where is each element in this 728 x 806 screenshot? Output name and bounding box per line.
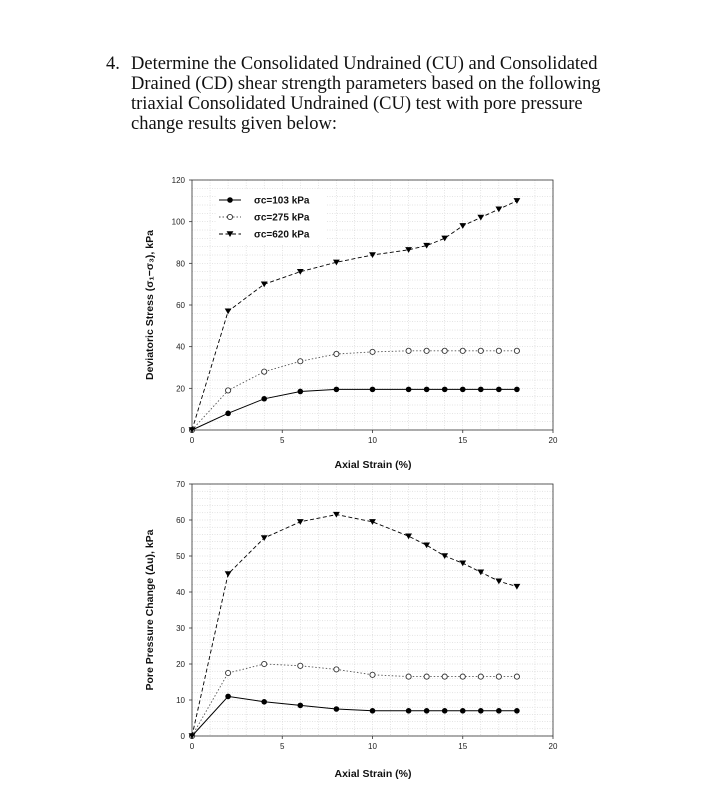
data-point — [225, 411, 231, 417]
x-tick-label: 0 — [189, 436, 195, 445]
y-tick-label: 80 — [176, 259, 185, 269]
data-point — [334, 387, 340, 393]
data-point — [298, 663, 303, 668]
data-point — [334, 351, 339, 356]
data-point — [442, 348, 447, 353]
data-point — [298, 703, 304, 709]
y-tick-label: 20 — [176, 384, 185, 394]
data-point — [424, 708, 430, 714]
y-tick-label: 0 — [180, 426, 185, 435]
y-tick-label: 100 — [171, 217, 185, 227]
data-point — [478, 708, 484, 714]
y-axis-label: Deviatoric Stress (σ₁−σ₃), kPa — [144, 230, 156, 380]
data-point — [514, 387, 520, 393]
data-point — [334, 706, 340, 712]
y-tick-label: 120 — [171, 176, 185, 185]
x-tick-label: 0 — [189, 742, 195, 751]
data-point — [424, 348, 429, 353]
y-tick-label: 10 — [176, 696, 185, 705]
y-tick-label: 70 — [176, 480, 185, 489]
x-tick-label: 15 — [458, 742, 468, 751]
data-point — [496, 387, 502, 393]
data-point — [460, 674, 465, 679]
data-point — [226, 388, 231, 393]
data-point — [514, 584, 521, 590]
x-tick-label: 10 — [368, 436, 377, 445]
data-point — [495, 206, 502, 212]
data-point — [496, 674, 501, 679]
data-point — [460, 387, 466, 393]
y-tick-label: 20 — [176, 660, 185, 669]
question-line: Drained (CD) shear strength parameters based on the following — [131, 74, 601, 94]
data-point — [334, 667, 339, 672]
data-point — [297, 519, 304, 525]
y-axis-label: Pore Pressure Change (Δu), kPa — [144, 529, 156, 691]
x-axis-label: Axial Strain (%) — [334, 459, 412, 471]
data-point — [478, 387, 484, 393]
data-point — [424, 387, 430, 393]
legend-marker — [227, 197, 233, 203]
y-tick-label: 60 — [176, 301, 185, 310]
data-point — [261, 396, 267, 402]
data-point — [405, 533, 412, 539]
data-point — [406, 387, 412, 393]
data-point — [442, 387, 448, 393]
data-point — [459, 223, 466, 229]
legend-label: σc=275 kPa — [254, 212, 310, 224]
data-point — [406, 674, 411, 679]
x-tick-label: 15 — [458, 436, 468, 445]
data-point — [514, 198, 521, 204]
data-point — [370, 387, 376, 393]
data-point — [514, 674, 519, 679]
data-point — [496, 348, 501, 353]
data-point — [406, 708, 412, 714]
data-point — [226, 670, 231, 675]
x-axis-label: Axial Strain (%) — [334, 768, 412, 780]
data-point — [298, 359, 303, 364]
question-line: change results given below: — [131, 114, 338, 134]
data-point — [423, 542, 430, 548]
legend-label: σc=620 kPa — [254, 229, 310, 241]
series-line — [192, 515, 517, 736]
x-tick-label: 20 — [548, 742, 558, 751]
data-point — [406, 348, 411, 353]
question-number: 4. — [106, 54, 120, 74]
data-point — [262, 369, 267, 374]
x-tick-label: 5 — [280, 436, 285, 445]
data-point — [262, 661, 267, 666]
data-point — [261, 535, 268, 541]
data-point — [225, 694, 231, 700]
data-point — [298, 389, 304, 395]
y-tick-label: 40 — [176, 588, 185, 597]
data-point — [514, 348, 519, 353]
data-point — [369, 519, 376, 525]
data-point — [225, 571, 232, 577]
y-tick-label: 30 — [176, 624, 185, 633]
data-point — [514, 708, 520, 714]
data-point — [370, 708, 376, 714]
x-tick-label: 10 — [368, 742, 377, 751]
data-point — [478, 674, 483, 679]
data-point — [424, 674, 429, 679]
x-tick-label: 20 — [548, 436, 558, 445]
data-point — [478, 348, 483, 353]
y-tick-label: 50 — [176, 552, 185, 561]
y-tick-label: 60 — [176, 516, 185, 525]
data-point — [370, 672, 375, 677]
question-line: triaxial Consolidated Undrained (CU) test with pore pressure — [131, 94, 583, 114]
data-point — [442, 674, 447, 679]
data-point — [477, 569, 484, 575]
data-point — [495, 578, 502, 584]
data-point — [370, 349, 375, 354]
y-tick-label: 0 — [180, 732, 185, 741]
legend-marker — [227, 214, 232, 219]
y-tick-label: 40 — [176, 342, 185, 352]
data-point — [442, 708, 448, 714]
x-tick-label: 5 — [280, 742, 285, 751]
question-line: Determine the Consolidated Undrained (CU) and Consolidated — [131, 54, 598, 74]
data-point — [460, 348, 465, 353]
data-point — [460, 708, 466, 714]
legend-label: σc=103 kPa — [254, 195, 310, 207]
data-point — [496, 708, 502, 714]
data-point — [477, 215, 484, 221]
data-point — [261, 699, 267, 705]
